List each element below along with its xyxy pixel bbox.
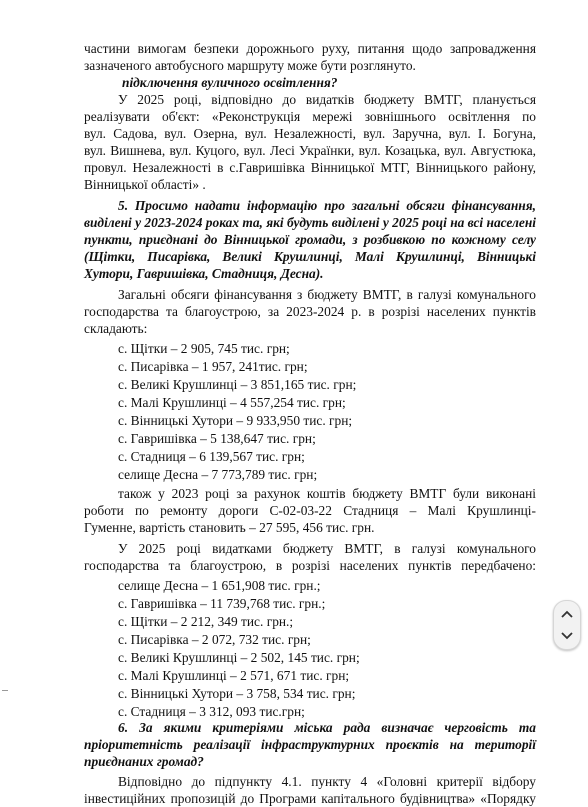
question-heading: пункти, приєднані до Вінницької громади, з розбивкою по кожному селу: [84, 232, 536, 247]
question-heading: пріоритетність реалізації інфраструктурних проєктів на території: [84, 737, 536, 752]
list-item: с. Вінницькі Хутори – 9 933,950 тис. грн;: [118, 413, 353, 428]
question-heading: підключення вуличного освітлення?: [122, 75, 338, 90]
text-line: вул. Садова, вул. Озерна, вул. Незалежності, вул. Заручна, вул. І. Богуна,: [84, 126, 536, 141]
list-item: с. Писарівка – 1 957, 241тис. грн;: [118, 359, 308, 374]
text-line: господарства та благоустрою, за 2023-2024 р. в розрізі населених пунктів: [84, 304, 536, 319]
text-line: У 2025 році видатками бюджету ВМТГ, в галузі комунального: [118, 541, 536, 556]
page-scroll-control: [553, 600, 581, 650]
scroll-down-button[interactable]: [554, 625, 580, 647]
scroll-up-button[interactable]: [554, 603, 580, 625]
text-line: складають:: [84, 321, 148, 336]
list-item: с. Стадниця – 6 139,567 тис. грн;: [118, 449, 305, 464]
question-heading: виділені у 2023-2024 роках та, які будуть виділені у 2025 році на всі населені: [84, 215, 536, 230]
list-item: с. Стадниця – 3 312, 093 тис.грн;: [118, 704, 305, 719]
list-item: селище Десна – 1 651,908 тис. грн.;: [118, 578, 321, 593]
list-item: с. Великі Крушлинці – 3 851,165 тис. грн;: [118, 377, 357, 392]
list-item: с. Гавришівка – 11 739,768 тис. грн.;: [118, 596, 326, 611]
question-heading: приєднаних громад?: [84, 754, 204, 769]
text-line: зазначеного автобусного маршруту може бути розглянуто.: [84, 58, 416, 73]
text-line: Відповідно до підпункту 4.1. пункту 4 «Головні критерії відбору: [118, 774, 536, 789]
chevron-up-icon: [561, 610, 573, 618]
text-line: частини вимогам безпеки дорожнього руху, питання щодо запровадження: [84, 41, 536, 56]
text-line: Гуменне, вартість становить – 27 595, 456 тис. грн.: [84, 520, 375, 535]
text-line: інвестиційних пропозицій до Програми капітального будівництва» «Порядку: [84, 791, 536, 806]
list-item: с. Великі Крушлинці – 2 502, 145 тис. грн;: [118, 650, 360, 665]
question-heading: 6. За якими критеріями міська рада визначає черговість та: [118, 720, 536, 735]
list-item: с. Писарівка – 2 072, 732 тис. грн;: [118, 632, 311, 647]
question-heading: 5. Просимо надати інформацію про загальні обсяги фінансування,: [118, 198, 536, 213]
text-line: Загальні обсяги фінансування з бюджету ВМТГ, в галузі комунального: [118, 287, 536, 302]
list-item: с. Вінницькі Хутори – 3 758, 534 тис. грн;: [118, 686, 356, 701]
text-line: роботи по ремонту дороги С-02-03-22 Стадниця – Малі Крушлинці-: [84, 503, 536, 518]
text-line: вул. Вишнева, вул. Куцого, вул. Лесі Українки, вул. Козацька, вул. Августюка,: [84, 143, 536, 158]
list-item: с. Гавришівка – 5 138,647 тис. грн;: [118, 431, 316, 446]
margin-mark: [2, 690, 8, 691]
text-line: реалізувати об'єкт: «Реконструкція мережі зовнішнього освітлення по: [84, 109, 536, 124]
text-line: У 2025 році, відповідно до видатків бюджету ВМТГ, планується: [118, 92, 536, 107]
list-item: селище Десна – 7 773,789 тис. грн;: [118, 467, 318, 482]
text-line: Вінницької області» .: [84, 177, 206, 192]
chevron-down-icon: [561, 632, 573, 640]
text-line: провул. Незалежності в с.Гавришівка Вінницької МТГ, Вінницького району,: [84, 160, 536, 175]
list-item: с. Щітки – 2 905, 745 тис. грн;: [118, 341, 290, 356]
list-item: с. Малі Крушлинці – 2 571, 671 тис. грн;: [118, 668, 350, 683]
list-item: с. Щітки – 2 212, 349 тис. грн.;: [118, 614, 294, 629]
question-heading: Хутори, Гавришівка, Стадниця, Десна).: [84, 266, 324, 281]
list-item: с. Малі Крушлинці – 4 557,254 тис. грн;: [118, 395, 346, 410]
question-heading: (Щітки, Писарівка, Великі Крушлинці, Малі Крушлинці, Вінницькі: [84, 249, 536, 264]
text-line: господарства та благоустрою, в розрізі населених пунктів передбачено:: [84, 558, 536, 573]
text-line: також у 2023 році за рахунок коштів бюджету ВМТГ були виконані: [118, 486, 536, 501]
